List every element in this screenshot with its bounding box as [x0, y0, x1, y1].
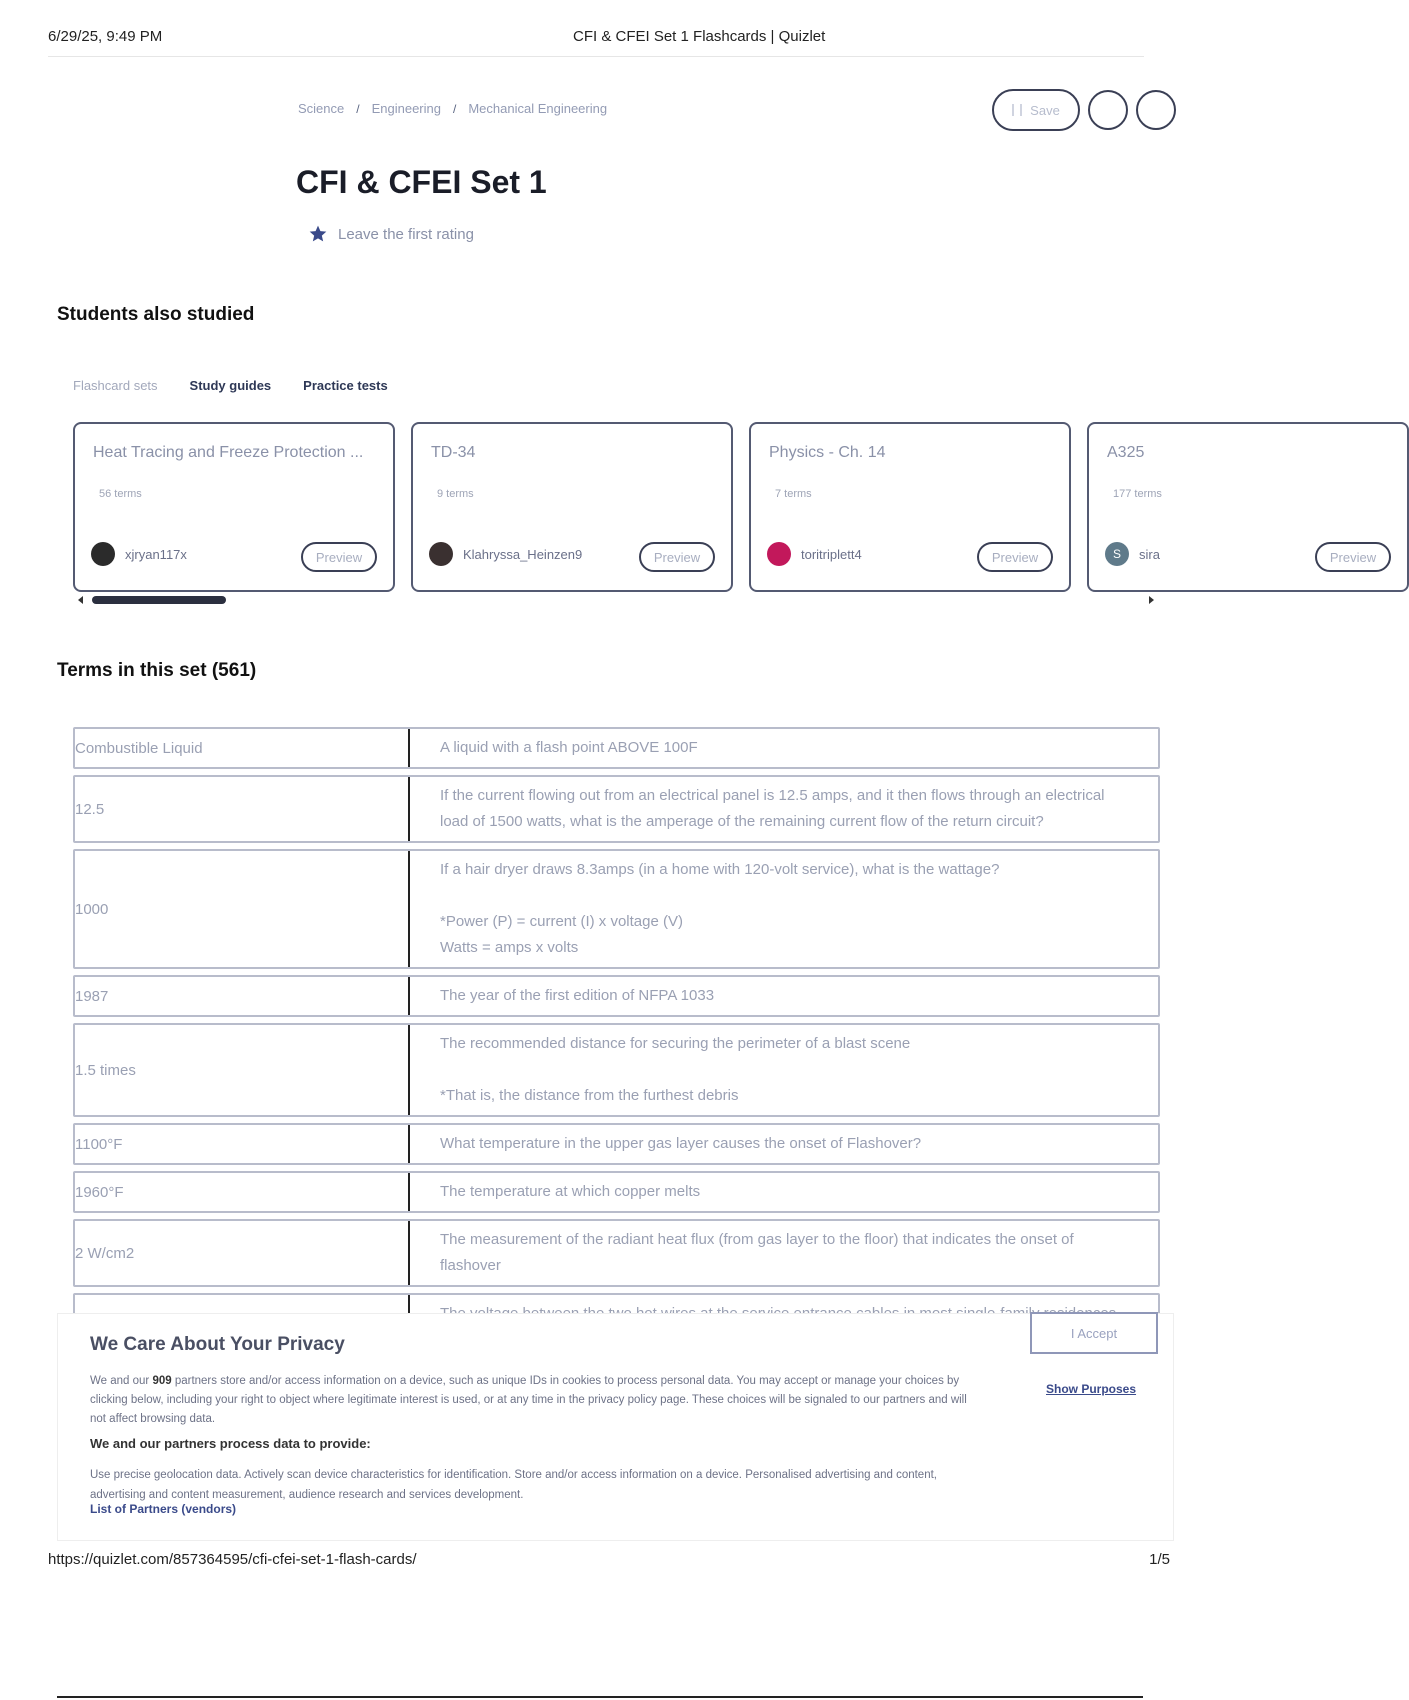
related-set-card[interactable] [1087, 422, 1409, 592]
header-divider [48, 56, 1144, 57]
term-definition-line: *Power (P) = current (I) x voltage (V) [440, 913, 683, 930]
card-author[interactable] [767, 542, 862, 566]
privacy-body-prefix: We and our [90, 1375, 153, 1387]
card-username: toritriplett4 [801, 546, 862, 562]
scroll-right-arrow-icon[interactable] [1149, 596, 1154, 604]
card-title: Physics - Ch. 14 [769, 444, 886, 461]
card-title: Heat Tracing and Freeze Protection ... [93, 444, 364, 461]
related-set-card[interactable] [73, 422, 395, 592]
breadcrumb-item-mechanical-engineering[interactable]: Mechanical Engineering [468, 101, 608, 116]
term-definition-line: *That is, the distance from the furthest debris [440, 1087, 739, 1104]
partner-count: 909 [152, 1375, 172, 1387]
card-username: sira [1139, 546, 1160, 562]
terms-heading: Terms in this set (561) [57, 660, 257, 681]
set-actions [992, 89, 1176, 131]
term-row [73, 775, 1160, 843]
term-definition [410, 1221, 1158, 1285]
star-icon [308, 224, 328, 244]
breadcrumb-separator: / [452, 101, 457, 116]
avatar [429, 542, 453, 566]
breadcrumb-item-engineering[interactable]: Engineering [371, 101, 441, 116]
preview-button[interactable]: Preview [639, 542, 715, 572]
breadcrumb-item-science[interactable]: Science [298, 101, 345, 116]
tab-study-guides[interactable]: Study guides [189, 378, 272, 393]
term-definition-line: The recommended distance for securing the perimeter of a blast scene [440, 1035, 911, 1052]
card-username: Klahryssa_Heinzen9 [463, 546, 583, 562]
privacy-subheading: We and our partners process data to provide: [90, 1436, 371, 1451]
term-definition-line: The temperature at which copper melts [440, 1183, 701, 1200]
privacy-body-suffix: partners store and/or access information on a device, such as unique IDs in cookies to process personal data. You may accept or manage your choices by clicking below, including your right to object where legitimate interest is used, or at any time in the privacy policy page. These choices will be signaled to our partners and will not affect browsing data. [90, 1375, 967, 1425]
term-definition-line: Watts = amps x volts [440, 939, 579, 956]
avatar [767, 542, 791, 566]
breadcrumb [298, 101, 607, 116]
term-word: 2 W/cm2 [75, 1221, 410, 1285]
preview-button[interactable]: Preview [1315, 542, 1391, 572]
term-row [73, 727, 1160, 769]
rating-prompt[interactable] [308, 224, 474, 244]
term-definition [410, 1125, 1158, 1163]
more-options-button[interactable] [1136, 90, 1176, 130]
share-button[interactable] [1088, 90, 1128, 130]
term-word: 1.5 times [75, 1025, 410, 1115]
term-word: 12.5 [75, 777, 410, 841]
preview-button[interactable]: Preview [301, 542, 377, 572]
tab-practice-tests[interactable]: Practice tests [303, 378, 388, 393]
card-term-count: 177 terms [1113, 488, 1162, 500]
print-datetime: 6/29/25, 9:49 PM [48, 28, 163, 45]
related-set-card[interactable] [411, 422, 733, 592]
print-page-number: 1/5 [1149, 1551, 1170, 1568]
term-definition-line: If the current flowing out from an electrical panel is 12.5 amps, and it then flows through an electrical load of 1500 watts, what is the amperage of the remaining current flow of the return circuit? [440, 787, 1105, 830]
term-definition-line: The year of the first edition of NFPA 1033 [440, 987, 715, 1004]
privacy-purposes: Use precise geolocation data. Actively scan device characteristics for identification. Store and/or access information on a device. Personalised advertising and content, advertising and content measurement, audience research and services development. [90, 1469, 937, 1501]
term-word: Combustible Liquid [75, 729, 410, 767]
students-also-studied-heading: Students also studied [57, 304, 255, 325]
print-header [48, 28, 1152, 52]
term-row [73, 1171, 1160, 1213]
term-definition-line: If a hair dryer draws 8.3amps (in a home with 120-volt service), what is the wattage? [440, 861, 1000, 878]
avatar [91, 542, 115, 566]
privacy-banner [57, 1313, 1174, 1541]
rating-text: Leave the first rating [338, 225, 474, 243]
set-title: CFI & CFEI Set 1 [296, 164, 547, 200]
term-definition-line: A liquid with a flash point ABOVE 100F [440, 739, 698, 756]
term-definition [410, 777, 1158, 841]
tab-flashcard-sets[interactable]: Flashcard sets [73, 378, 158, 393]
related-set-card[interactable] [749, 422, 1071, 592]
term-row [73, 1219, 1160, 1287]
preview-button[interactable]: Preview [977, 542, 1053, 572]
term-row [73, 1123, 1160, 1165]
breadcrumb-separator: / [356, 101, 360, 116]
print-page-title: CFI & CFEI Set 1 Flashcards | Quizlet [573, 28, 826, 45]
privacy-title: We Care About Your Privacy [90, 1334, 345, 1355]
related-sets-carousel [73, 422, 1377, 592]
card-term-count: 7 terms [775, 488, 812, 500]
term-word: 1960°F [75, 1173, 410, 1211]
card-username: xjryan117x [125, 546, 187, 562]
card-author[interactable] [1105, 542, 1160, 566]
card-title: TD-34 [431, 444, 476, 461]
term-row [73, 849, 1160, 969]
save-button[interactable] [992, 89, 1080, 131]
scrollbar-thumb[interactable] [92, 596, 226, 604]
partners-link[interactable]: List of Partners (vendors) [90, 1502, 237, 1516]
avatar: S [1105, 542, 1129, 566]
save-label: Save [1030, 102, 1060, 118]
term-definition [410, 729, 1158, 767]
card-term-count: 9 terms [437, 488, 474, 500]
card-title: A325 [1107, 444, 1145, 461]
scroll-left-arrow-icon[interactable] [78, 596, 83, 604]
print-url: https://quizlet.com/857364595/cfi-cfei-set-1-flash-cards/ [48, 1551, 417, 1568]
show-purposes-link[interactable]: Show Purposes [1046, 1382, 1137, 1396]
privacy-body [90, 1372, 985, 1429]
card-term-count: 56 terms [99, 488, 142, 500]
term-definition [410, 1173, 1158, 1211]
term-word: 1987 [75, 977, 410, 1015]
term-row [73, 1023, 1160, 1117]
save-icon [1012, 104, 1022, 116]
term-definition-line: The measurement of the radiant heat flux (from gas layer to the floor) that indicates the onset of flashover [440, 1231, 1074, 1274]
carousel-scrollbar[interactable] [78, 595, 1154, 605]
terms-list [73, 727, 1160, 1307]
term-word: 1100°F [75, 1125, 410, 1163]
term-word: 1000 [75, 851, 410, 967]
accept-button[interactable]: I Accept [1030, 1312, 1158, 1354]
footer-divider [57, 1696, 1143, 1698]
term-definition [410, 851, 1158, 967]
term-row [73, 975, 1160, 1017]
related-tabs [73, 378, 388, 393]
term-definition [410, 1025, 1158, 1115]
card-author[interactable] [91, 542, 187, 566]
term-definition [410, 977, 1158, 1015]
card-author[interactable] [429, 542, 582, 566]
term-definition-line: What temperature in the upper gas layer causes the onset of Flashover? [440, 1135, 922, 1152]
